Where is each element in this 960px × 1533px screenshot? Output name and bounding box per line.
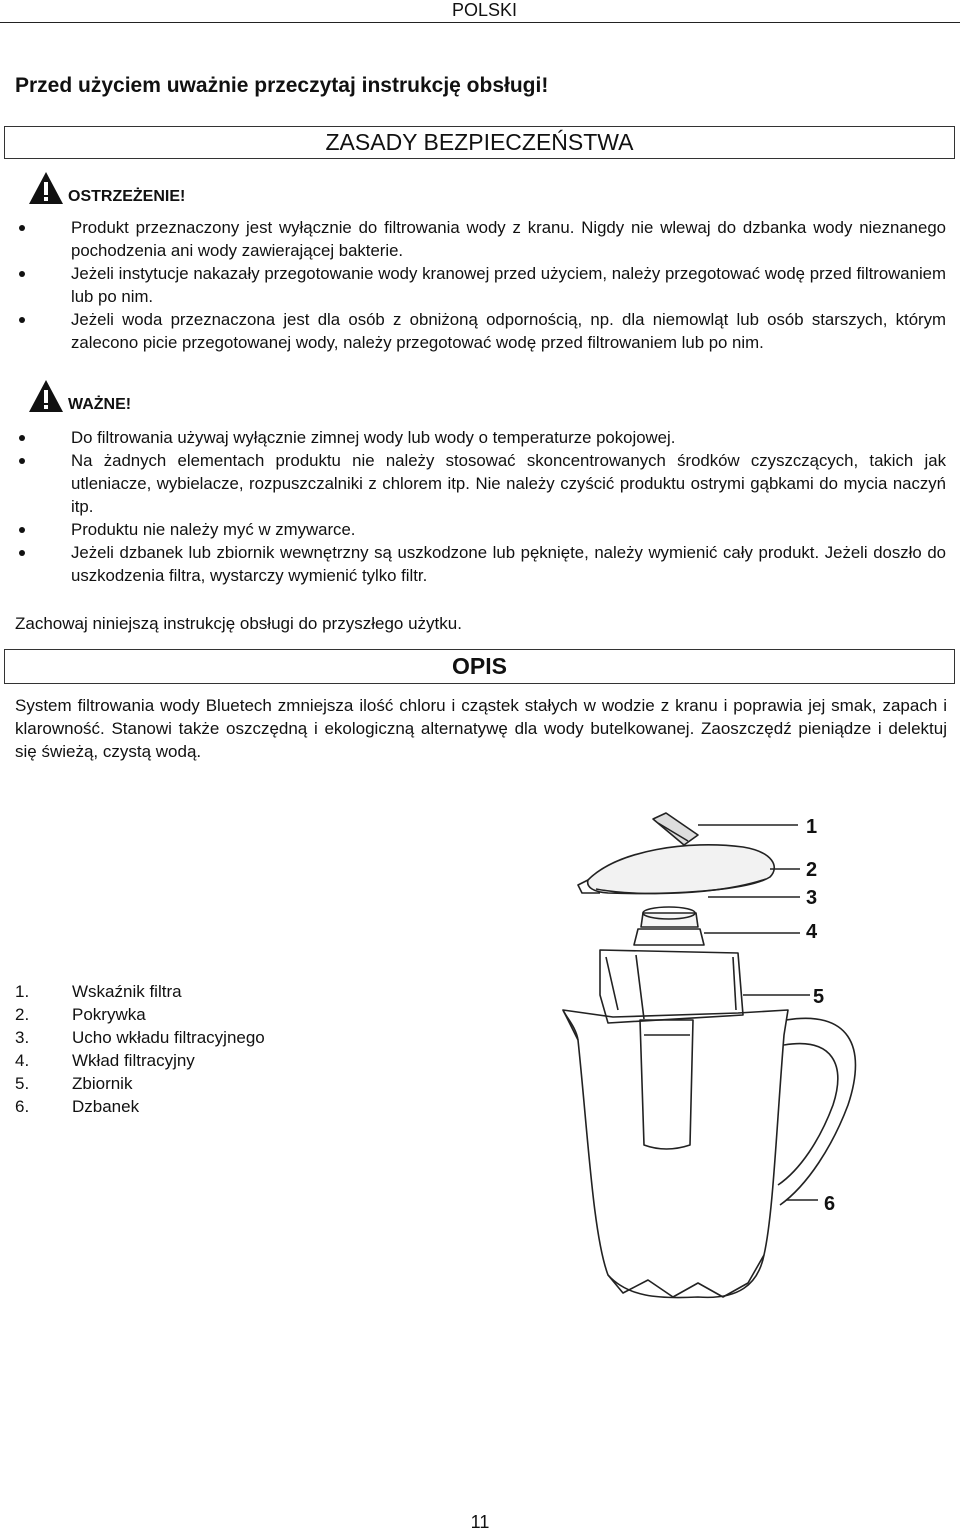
pitcher-body [563,1010,788,1298]
part-number: 3. [15,1028,30,1047]
list-item: Produkt przeznaczony jest wyłącznie do filtrowania wody z kranu. Nigdy nie wlewaj do dzbanka wody nieznanego pochodzenia ani wody zawierającej bakterie. [0,216,960,262]
diagram-label: 3 [806,887,818,909]
part-name: Wskaźnik filtra [72,982,182,1001]
list-item: Jeżeli woda przeznaczona jest dla osób z obniżoną odpornością, np. dla niemowląt lub osób starszych, którym zalecono picie przegotowanej wody, należy przegotować wodę przed filtrowaniem lub po nim. [0,308,960,354]
list-item: Jeżeli instytucje nakazały przegotowanie wody kranowej przed użyciem, należy przegotować wodę przed filtrowaniem lub po nim. [0,262,960,308]
warning-list [0,216,960,354]
parts-list-item [15,1072,265,1095]
pitcher-diagram [548,805,878,1305]
diagram-label: 6 [824,1193,836,1215]
warning-label: OSTRZEŻENIE! [68,188,186,205]
safety-section-heading: ZASADY BEZPIECZEŃSTWA [4,126,955,159]
warning-heading [28,170,185,206]
page-number: 11 [470,1512,490,1532]
part-name: Ucho wkładu filtracyjnego [72,1028,265,1047]
filter-cartridge [640,1020,693,1149]
header-language: POLSKI [451,0,517,20]
parts-list-item [15,1003,265,1026]
part-number: 4. [15,1051,30,1070]
list-item: Jeżeli dzbanek lub zbiornik wewnętrzny są uszkodzone lub pęknięte, należy wymienić cały produkt. Jeżeli doszło do uszkodzenia filtra, wystarczy wymienić tylko filtr. [0,541,960,587]
diagram-label: 2 [806,859,818,881]
header-divider [0,22,960,23]
important-list [0,426,960,587]
parts-list-item [15,1095,265,1118]
part-name: Zbiornik [72,1074,133,1093]
diagram-label: 5 [813,986,825,1008]
list-item: Na żadnych elementach produktu nie należy stosować skoncentrowanych środków czyszczących, takich jak utleniacze, wybielacze, rozpuszczalniki z chlorem itp. Nie należy czyścić produktu ostrymi gąbkami do mycia naczyń itp. [0,449,960,518]
warning-triangle-icon [28,378,64,414]
parts-list [15,980,265,1118]
description-section-heading: OPIS [4,649,955,684]
keep-instructions-note: Zachowaj niniejszą instrukcję obsługi do przyszłego użytku. [15,614,462,633]
important-heading [28,378,131,414]
parts-list-item [15,1049,265,1072]
reservoir [600,950,743,1023]
diagram-label: 4 [806,921,818,943]
important-label: WAŻNE! [68,396,132,413]
part-number: 1. [15,982,30,1001]
part-name: Pokrywka [72,1005,146,1024]
page-title: Przed użyciem uważnie przeczytaj instrukcję obsługi! [15,74,549,97]
list-item: Do filtrowania używaj wyłącznie zimnej wody lub wody o temperaturze pokojowej. [0,426,960,449]
filter-cartridge-handle [641,913,698,927]
filter-indicator [653,813,698,845]
parts-list-item [15,1026,265,1049]
part-number: 2. [15,1005,30,1024]
page-header [0,0,960,22]
part-name: Dzbanek [72,1097,140,1116]
part-number: 6. [15,1097,30,1116]
warning-triangle-icon [28,170,64,206]
part-name: Wkład filtracyjny [72,1051,195,1070]
pitcher-lid [588,845,775,894]
list-item: Produktu nie należy myć w zmywarce. [0,518,960,541]
diagram-label: 1 [806,816,818,838]
part-number: 5. [15,1074,30,1093]
description-text: System filtrowania wody Bluetech zmniejsza ilość chloru i cząstek stałych w wodzie z kranu i poprawia jej smak, zapach i klarowność. Stanowi także oszczędną i ekologiczną alternatywę dla wody butelkowanej. Zaoszczędź pieniądze i delektuj się świeżą, czystą wodą. [15,696,947,761]
parts-list-item [15,980,265,1003]
